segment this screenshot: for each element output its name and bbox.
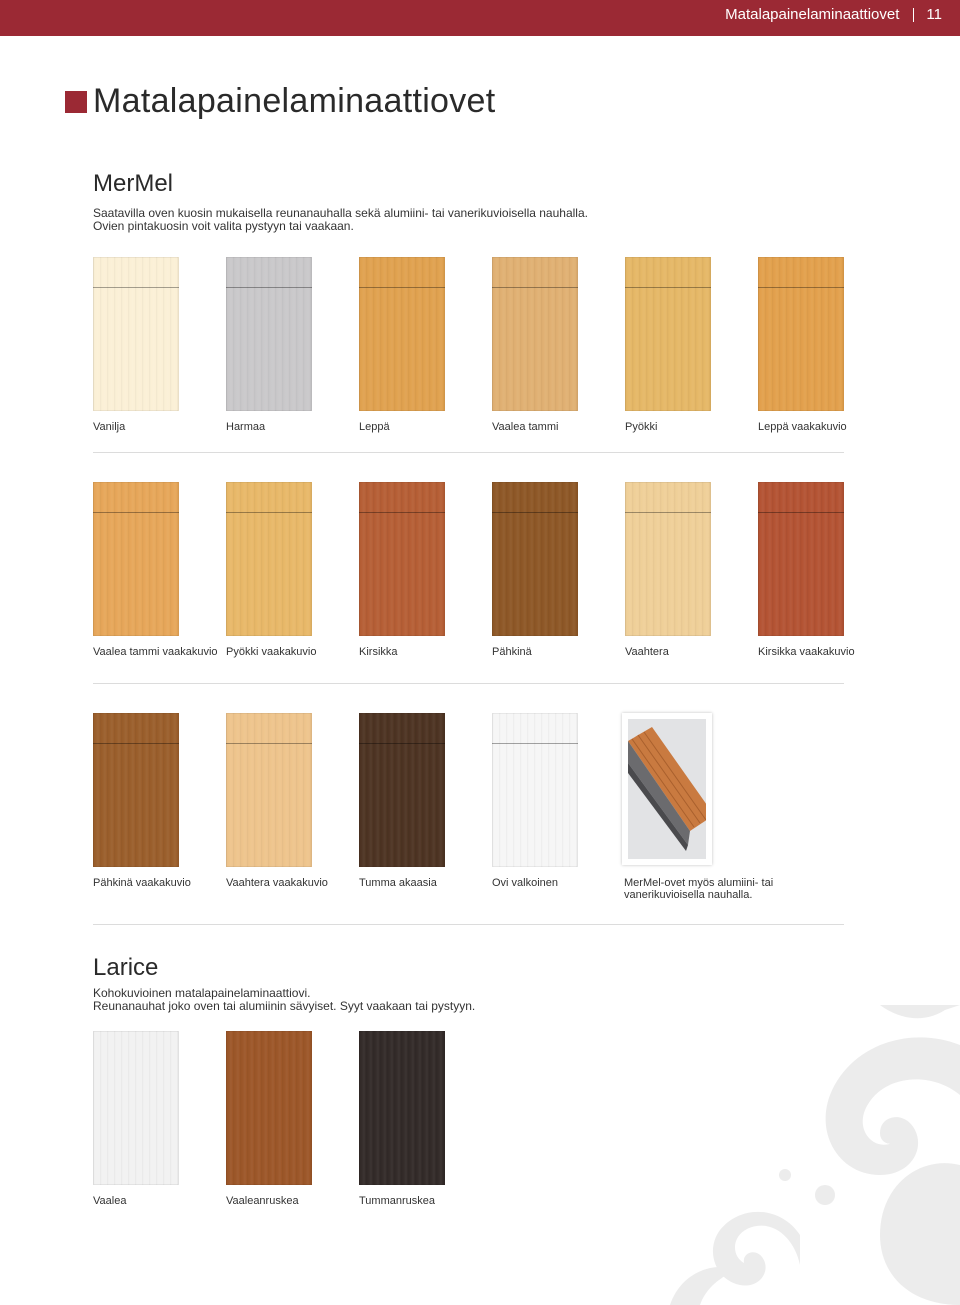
page-title-text: Matalapainelaminaattiovet bbox=[93, 82, 496, 120]
running-header bbox=[725, 0, 942, 30]
door-seam bbox=[359, 512, 445, 513]
door-seam bbox=[758, 512, 844, 513]
swatch-leppä bbox=[359, 257, 445, 411]
swatch-label: Vaahtera vaakakuvio bbox=[226, 877, 328, 889]
door-seam bbox=[93, 743, 179, 744]
swatch-vaalea-tammi-vaakakuvio bbox=[93, 482, 179, 636]
swatch-tumma-akaasia bbox=[359, 713, 445, 867]
swatch-label: Pähkinä bbox=[492, 646, 532, 658]
swatch-vaaleanruskea bbox=[226, 1031, 312, 1185]
door-seam bbox=[226, 512, 312, 513]
row-divider bbox=[93, 452, 844, 453]
door-seam bbox=[492, 512, 578, 513]
title-square-icon bbox=[65, 91, 87, 113]
larice-desc-line: Reunanauhat joko oven tai alumiinin sävyiset. Syyt vaakaan tai pystyyn. bbox=[93, 999, 476, 1013]
decorative-ornament bbox=[580, 1005, 960, 1305]
edge-band-illustration bbox=[628, 719, 706, 859]
door-seam bbox=[625, 512, 711, 513]
door-seam bbox=[226, 743, 312, 744]
swatch-tummanruskea bbox=[359, 1031, 445, 1185]
header-separator bbox=[913, 8, 914, 22]
swatch-label: Vaalea bbox=[93, 1195, 127, 1207]
door-seam bbox=[758, 287, 844, 288]
swatch-label: Tumma akaasia bbox=[359, 877, 437, 889]
page-number: 11 bbox=[926, 6, 942, 23]
larice-desc-line: Kohokuvioinen matalapainelaminaattiovi. bbox=[93, 986, 311, 1000]
swatch-label: Vaalea tammi bbox=[492, 421, 559, 433]
swatch-ovi-valkoinen bbox=[492, 713, 578, 867]
swatch-pyökki bbox=[625, 257, 711, 411]
header-bar bbox=[0, 0, 960, 36]
edge-band-sample-image bbox=[622, 713, 712, 865]
door-seam bbox=[93, 512, 179, 513]
swatch-label: Vaalea tammi vaakakuvio bbox=[93, 646, 218, 658]
door-seam bbox=[492, 287, 578, 288]
door-seam bbox=[93, 287, 179, 288]
swatch-vaalea bbox=[93, 1031, 179, 1185]
row-divider bbox=[93, 683, 844, 684]
mermel-desc-line: Ovien pintakuosin voit valita pystyyn tai vaakaan. bbox=[93, 219, 354, 233]
swatch-pähkinä-vaakakuvio bbox=[93, 713, 179, 867]
page-title bbox=[65, 82, 496, 121]
door-seam bbox=[625, 287, 711, 288]
swatch-label: Vanilja bbox=[93, 421, 126, 433]
mermel-title: MerMel bbox=[93, 170, 174, 197]
swatch-kirsikka-vaakakuvio bbox=[758, 482, 844, 636]
larice-title: Larice bbox=[93, 954, 159, 981]
mermel-desc-line: Saatavilla oven kuosin mukaisella reunanauhalla sekä alumiini- tai vanerikuvioisella nauhalla. bbox=[93, 206, 588, 220]
mermel-description bbox=[93, 207, 588, 233]
swatch-label: Vaaleanruskea bbox=[226, 1195, 299, 1207]
door-seam bbox=[359, 743, 445, 744]
swatch-pyökki-vaakakuvio bbox=[226, 482, 312, 636]
swatch-kirsikka bbox=[359, 482, 445, 636]
swatch-label: Tummanruskea bbox=[359, 1195, 436, 1207]
row-divider bbox=[93, 924, 844, 925]
door-seam bbox=[226, 287, 312, 288]
swatch-label: Harmaa bbox=[226, 421, 266, 433]
swatch-label: Leppä bbox=[359, 421, 390, 433]
door-seam bbox=[492, 743, 578, 744]
swatch-vanilja bbox=[93, 257, 179, 411]
swatch-label: Pyökki bbox=[625, 421, 658, 433]
running-title: Matalapainelaminaattiovet bbox=[725, 6, 900, 23]
swatch-vaahtera-vaakakuvio bbox=[226, 713, 312, 867]
swatch-label: Kirsikka vaakakuvio bbox=[758, 646, 855, 658]
larice-description bbox=[93, 987, 475, 1013]
edge-note: MerMel-ovet myös alumiini- tai vanerikuvioisella nauhalla. bbox=[624, 877, 774, 901]
swatch-label: Ovi valkoinen bbox=[492, 877, 559, 889]
swatch-vaahtera bbox=[625, 482, 711, 636]
swatch-vaalea-tammi bbox=[492, 257, 578, 411]
swatch-harmaa bbox=[226, 257, 312, 411]
swatch-label: Pyökki vaakakuvio bbox=[226, 646, 317, 658]
swatch-label: Pähkinä vaakakuvio bbox=[93, 877, 191, 889]
swatch-pähkinä bbox=[492, 482, 578, 636]
swatch-label: Kirsikka bbox=[359, 646, 398, 658]
swatch-label: Leppä vaakakuvio bbox=[758, 421, 847, 433]
swatch-leppä-vaakakuvio bbox=[758, 257, 844, 411]
swatch-label: Vaahtera bbox=[625, 646, 669, 658]
door-seam bbox=[359, 287, 445, 288]
